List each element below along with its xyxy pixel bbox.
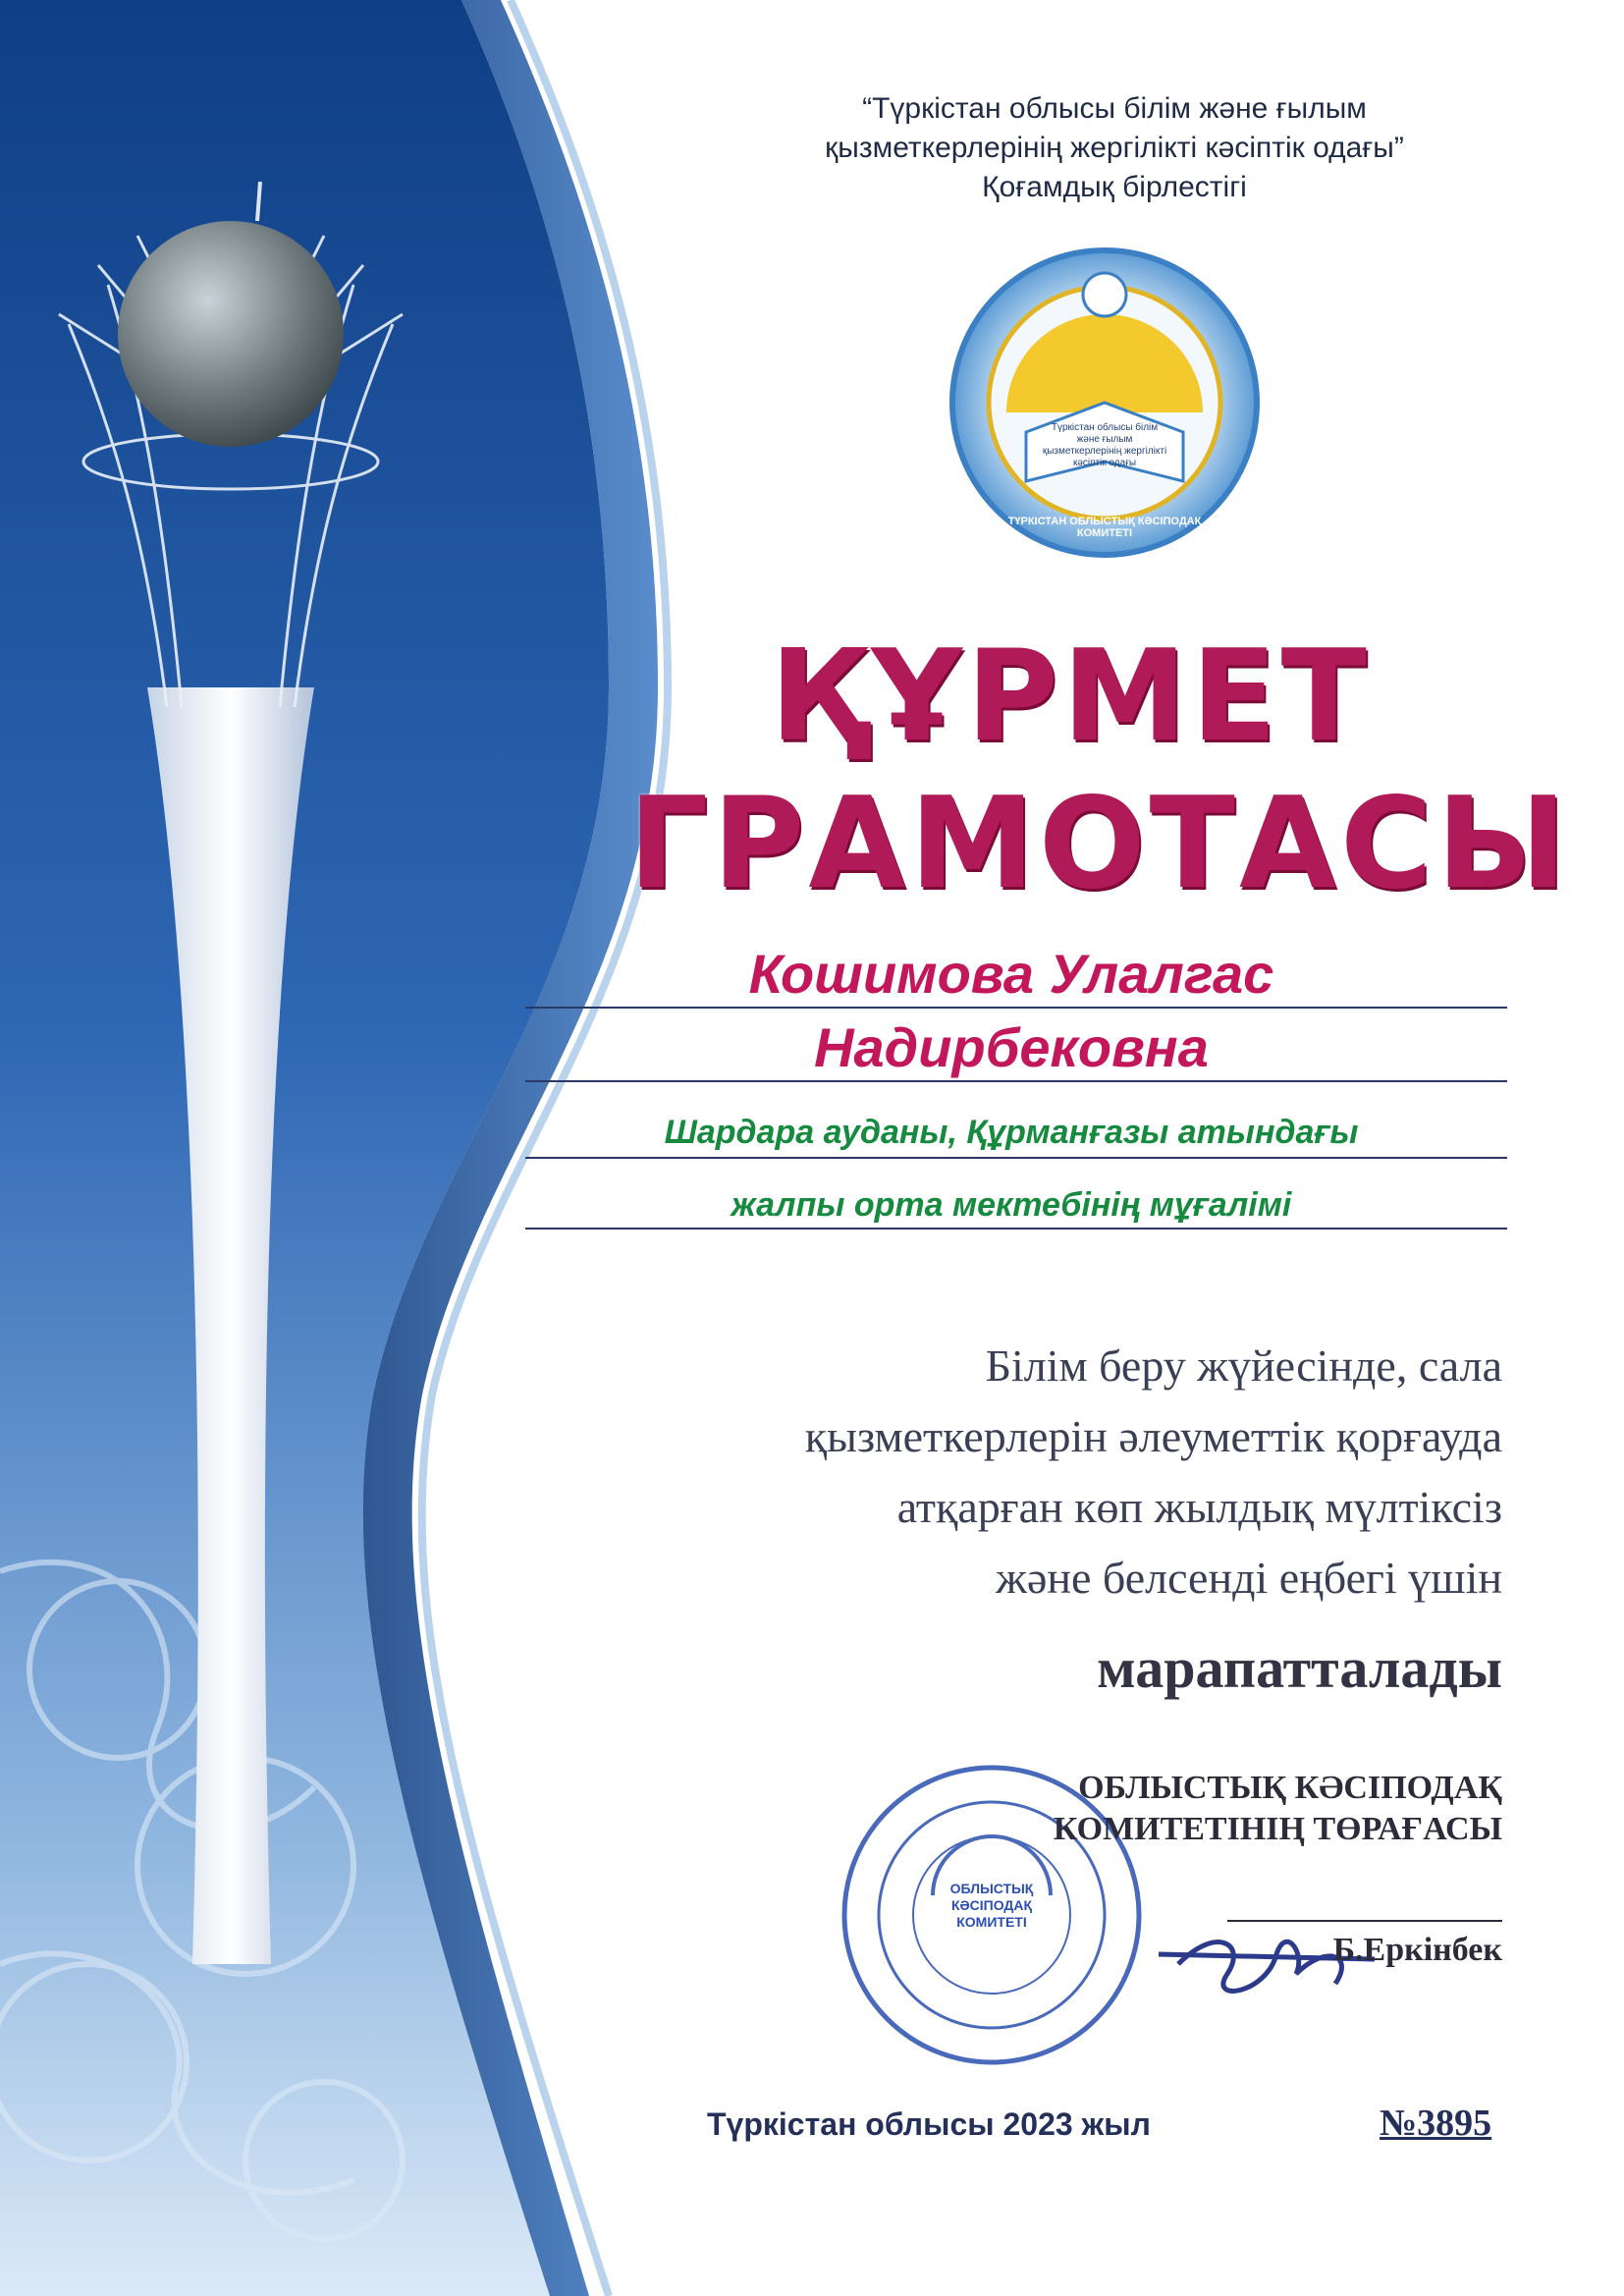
awarded-text: марапатталады <box>1097 1636 1502 1700</box>
signatory-title-line-1: ОБЛЫСТЫҚ КӘСІПОДАҚ <box>1078 1770 1502 1806</box>
citation-line-1: Білім беру жүйесінде, сала <box>985 1340 1502 1391</box>
underline <box>525 1157 1507 1159</box>
citation-line-4: және белсенді еңбегі үшін <box>996 1553 1502 1603</box>
position-line-1: Шардара ауданы, Құрманғазы атындағы <box>664 1114 1359 1151</box>
stamp-center-text: ОБЛЫСТЫҚ КӘСІПОДАҚ КОМИТЕТІ <box>949 1881 1034 1930</box>
underline <box>525 1080 1507 1082</box>
recipient-name-line-2: Надирбековна <box>814 1016 1209 1078</box>
certificate-number: №3895 <box>1380 2103 1492 2144</box>
position-line-2: жалпы орта мектебінің мұғалімі <box>731 1186 1292 1224</box>
union-emblem <box>952 250 1257 555</box>
certificate-title-line-2: ГРАМОТАСЫ <box>628 771 1571 917</box>
signatory-name: Б.Еркінбек <box>1332 1932 1502 1968</box>
certificate-title-line-1: ҚҰРМЕТ <box>770 624 1371 770</box>
citation-line-3: атқарған көп жылдық мүлтіксіз <box>896 1482 1502 1532</box>
underline <box>525 1228 1507 1230</box>
emblem-inner-text: Түркістан облысы білім және ғылым қызметкерлерінің жергілікті кәсіптік одағы <box>1042 422 1167 468</box>
citation-line-2: қызметкерлерін әлеуметтік қорғауда <box>804 1411 1502 1461</box>
emblem-ring-text: ТҮРКІСТАН ОБЛЫСТЫҚ КӘСІПОДАҚ КОМИТЕТІ <box>1007 516 1202 539</box>
organization-line-1: “Түркістан облысы білім және ғылым <box>862 92 1367 125</box>
signatory-title-line-2: КОМИТЕТІНІҢ ТӨРАҒАСЫ <box>1053 1811 1502 1847</box>
underline <box>525 1007 1507 1009</box>
organization-line-2: қызметкерлерінің жергілікті кәсіптік одағы” <box>825 132 1404 164</box>
organization-line-3: Қоғамдық бірлестігі <box>982 171 1247 203</box>
footer-place-year: Түркістан облысы 2023 жыл <box>707 2106 1151 2142</box>
recipient-name-line-1: Кошимова Улалгас <box>748 943 1274 1005</box>
signature-line <box>1227 1920 1502 1922</box>
